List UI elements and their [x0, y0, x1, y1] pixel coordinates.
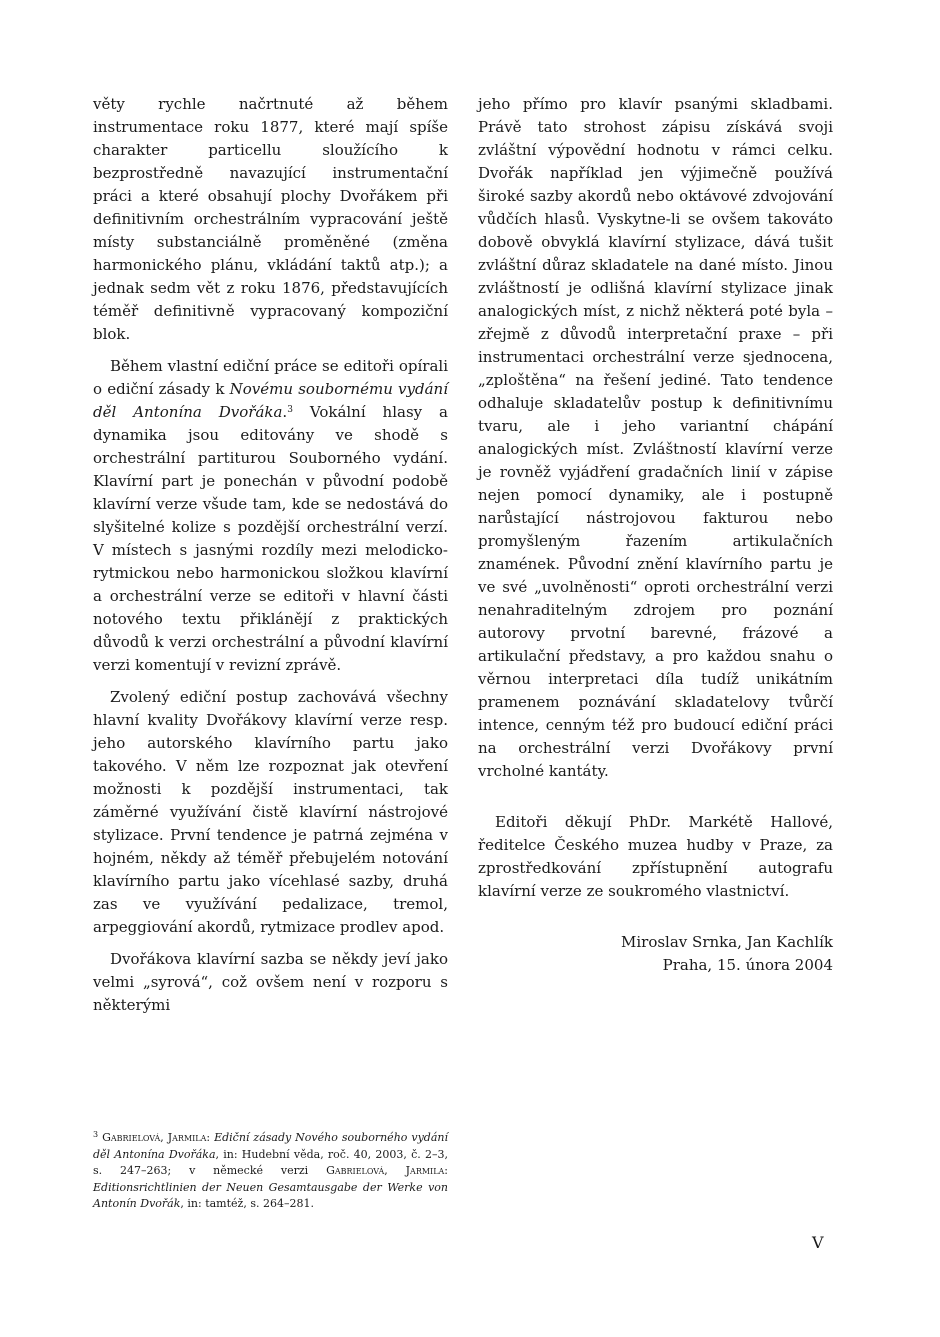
paragraph-5 — [478, 93, 833, 783]
paragraph-text: věty rychle načrtnuté až během instrumentace roku 1877, které mají spíše charakter particellu sloužícího k bezprostředně navazující instrumentační práci a které obsahují plochy Dvořákem při definitivním orchestrálním vypracování ještě místy substanciálně proměněné (změna harmonického plánu, vkládání taktů atp.); a jednak sedm vět z roku 1876, představujících téměř definitivně vypracovaný kompoziční blok. — [93, 95, 448, 343]
footnote-title: Ediční zásady Nového souborného vydání děl Antonína Dvořáka — [93, 1131, 448, 1161]
paragraph-1 — [93, 93, 448, 346]
paragraph-text-end: Vokální hlasy a dynamika jsou editovány ve shodě s orchestrální partiturou Souborného vydání. Klavírní part je ponechán v původní podobě klavírní verze všude tam, kde se nedostává do slyšitelné kolize s pozdější orchestrální verzí. V místech s jasnými rozdíly mezi melodicko-rytmickou nebo harmonickou složkou klavírní a orchestrální verze se editoři v hlavní části notového textu přiklánějí z praktických důvodů k verzi orchestrální a původní klavírní verzi komentují v revizní zprávě. — [93, 403, 448, 674]
footnote-author: Gabrielová, Jarmila — [102, 1131, 207, 1144]
footnote-citation: , in: tamtéž, s. 264–281. — [180, 1197, 314, 1210]
footnote-number: 3 — [93, 1130, 99, 1139]
paragraph-3 — [93, 686, 448, 939]
period: . — [282, 403, 288, 421]
paragraph-text: jeho přímo pro klavír psanými skladbami. Právě tato strohost zápisu získává svoji zvláštní výpovědní hodnotu v rámci celku. Dvořák například jen výjimečně používá široké sazby akordů nebo oktávové zdvojování vůdčích hlasů. Vyskytne-li se ovšem takováto dobově obvyklá klavírní stylizace, dává tušit zvláštní důraz skladatele na dané místo. Jinou zvláštností je odlišná klavírní stylizace jinak analogických míst, z nichž některá poté byla – zřejmě z důvodů interpretační praxe – při instrumentaci orchestrální verze sjednocena, „zploštěna“ na řešení jediné. Tato tendence odhaluje skladatelův postup k definitivnímu tvaru, ale i jeho variantní chápání analogických míst. Zvláštností klavírní verze je rovněž vyjádření gradačních linií v zápise nejen pomocí dynamiky, ale i postupně narůstající nástrojovou fakturou nebo promyšleným řazením artikulačních znamének. Původní znění klavírního partu je ve své „uvolněnosti“ oproti orchestrální verzi nenahraditelným zdrojem pro poznání autorovy prvotní barevné, frázové a artikulační představy, a pro každou snahu o věrnou interpretaci díla tudíž unikátním pramenem poznávání skladatelovy tvůrčí intence, cenným též pro budoucí ediční práci na orchestrální verzi Dvořákovy první vrcholné kantáty. — [478, 95, 833, 780]
paragraph-text-start: Během vlastní ediční práce se editoři opírali o ediční zásady k — [93, 357, 448, 398]
footnote-separator: : — [206, 1131, 215, 1144]
paragraph-text: Dvořákova klavírní sazba se někdy jeví jako velmi „syrová“, což ovšem není v rozporu s některými — [93, 950, 448, 1014]
footnote-separator: : — [444, 1164, 449, 1177]
signature-block — [478, 931, 833, 977]
acknowledgement-paragraph — [478, 811, 833, 903]
paragraph-text: Zvolený ediční postup zachovává všechny hlavní kvality Dvořákovy klavírní verze resp. jeho autorského klavírního partu jako takového. V něm lze rozpoznat jak otevření možnosti k pozdější instrumentaci, tak záměrné využívání čistě klavírní nástrojové stylizace. První tendence je patrná zejména v hojném, někdy až téměř přebujelém notování klavírního partu jako vícehlasé sazby, druhá zas ve využívání pedalizace, tremol, arpeggiování akordů, rytmizace prodlev apod. — [93, 688, 448, 936]
signature-names: Miroslav Srnka, Jan Kachlík — [621, 933, 833, 951]
left-column — [93, 93, 448, 1017]
paragraph-4 — [93, 948, 448, 1017]
footnote-author: Gabrielová, Jarmila — [326, 1164, 445, 1177]
paragraph-2 — [93, 355, 448, 677]
edition-title-italic: Novému soubornému vydání děl Antonína Dvořáka — [93, 380, 449, 421]
footnote — [93, 1130, 448, 1213]
signature-place-date: Praha, 15. února 2004 — [662, 956, 833, 974]
footnote-title: Editionsrichtlinien der Neuen Gesamtausgabe der Werke von Antonín Dvořák — [93, 1180, 448, 1210]
footnote-reference[interactable]: 3 — [287, 405, 293, 415]
right-column — [478, 93, 833, 977]
page-number: V — [812, 1233, 824, 1252]
paragraph-text: Editoři děkují PhDr. Markétě Hallové, ředitelce Českého muzea hudby v Praze, za zprostředkování zpřístupnění autografu klavírní verze ze soukromého vlastnictví. — [478, 813, 833, 900]
footnote-citation: , in: Hudební věda, roč. 40, 2003, č. 2–3, s. 247–263; v německé verzi — [93, 1147, 448, 1177]
